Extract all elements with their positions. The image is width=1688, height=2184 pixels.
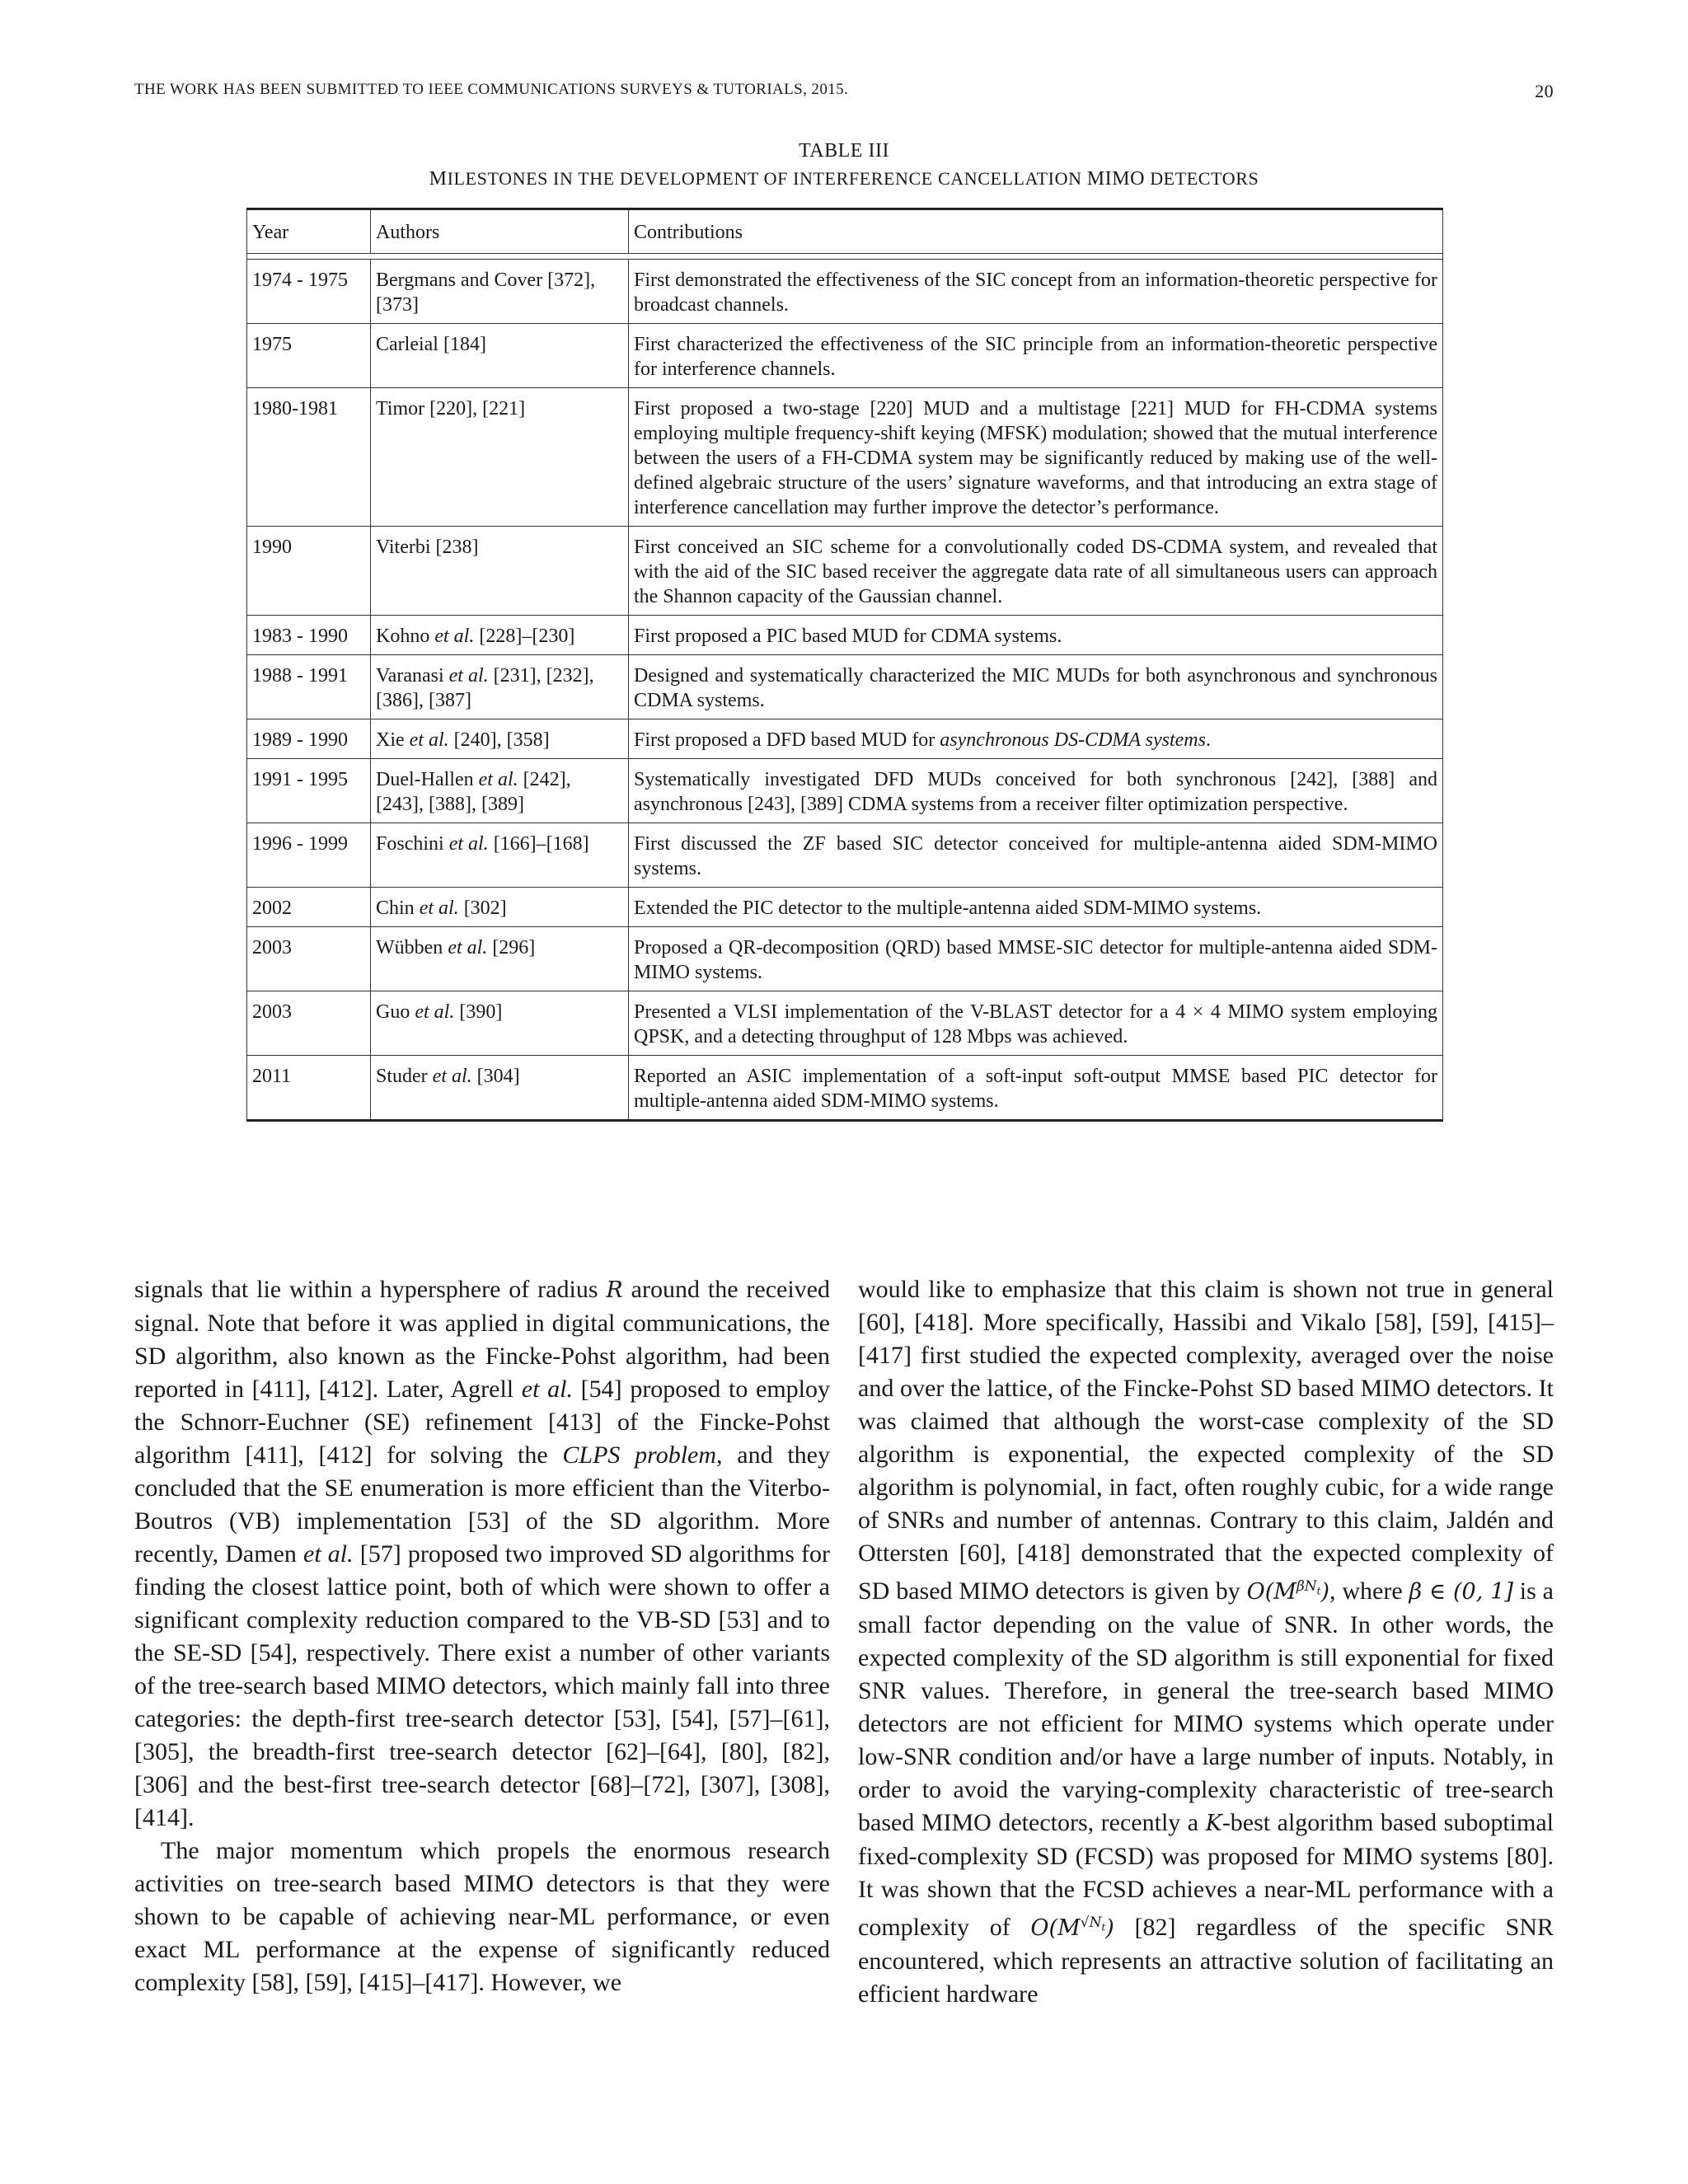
table-row (247, 260, 1443, 324)
cell-authors: Varanasi et al. [231], [232], [386], [387] (371, 655, 629, 719)
header-contributions: Contributions (629, 209, 1443, 254)
cell-contribution: First demonstrated the effectiveness of the SIC concept from an information-theoretic perspective for broadcast channels. (629, 260, 1443, 324)
cell-contribution: Presented a VLSI implementation of the V-BLAST detector for a 4 × 4 MIMO system employing QPSK, and a detecting throughput of 128 Mbps was achieved. (629, 991, 1443, 1056)
header-authors: Authors (371, 209, 629, 254)
right-paragraph-1: would like to emphasize that this claim is shown not true in general [60], [418]. More specifically, Hassibi and Vikalo [58], [59], [415]–[417] first studied the expected complexity, averaged over the noise and over the lattice, of the Fincke-Pohst SD based MIMO detectors. It was claimed that although the worst-case complexity of the SD algorithm is exponential, the expected complexity of the SD algorithm is polynomial, in fact, often roughly cubic, for a wide range of SNRs and number of antennas. Contrary to this claim, Jaldén and Ottersten [60], [418] demonstrated that the expected complexity of SD based MIMO detectors is given by $O(M^{\beta N_t})$, where β ∈ (0, 1] is a small factor depending on the value of SNR. In other words, the expected complexity of the SD algorithm is still exponential for fixed SNR values. Therefore, in general the tree-search based MIMO detectors are not efficient for MIMO systems which operate under low-SNR condition and/or have a large number of inputs. Notably, in order to avoid the varying-complexity characteristic of tree-search based MIMO detectors, recently a K-best algorithm based suboptimal fixed-complexity SD (FCSD) was proposed for MIMO systems [80]. It was shown that the FCSD achieves a near-ML performance with a complexity of $O(M^{√N_t})$ [82] regardless of the specific SNR encountered, which represents an attractive solution of facilitating an efficient hardware (858, 1276, 1554, 2008)
header-rule (247, 254, 1443, 260)
cell-contribution: Reported an ASIC implementation of a soft-input soft-output MMSE based PIC detector for multiple-antenna aided SDM-MIMO systems. (629, 1056, 1443, 1121)
cell-authors: Wübben et al. [296] (371, 927, 629, 991)
table-row (247, 1056, 1443, 1121)
milestones-table (246, 208, 1443, 1122)
cell-authors: Foschini et al. [166]–[168] (371, 823, 629, 888)
cell-year: 1974 - 1975 (247, 260, 371, 324)
cell-year: 1990 (247, 527, 371, 616)
table-header-row (247, 209, 1443, 254)
cell-authors: Viterbi [238] (371, 527, 629, 616)
table-row (247, 324, 1443, 388)
cell-contribution: First proposed a two-stage [220] MUD and a multistage [221] MUD for FH-CDMA systems employing multiple frequency-shift keying (MFSK) modulation; showed that the mutual interference between the users of a FH-CDMA system may be significantly reduced by making use of the well-defined algebraic structure of the users’ signature waveforms, and that introducing an extra stage of interference cancellation may further improve the detector’s performance. (629, 388, 1443, 527)
cell-year: 1989 - 1990 (247, 719, 371, 759)
cell-contribution: Systematically investigated DFD MUDs conceived for both synchronous [242], [388] and asynchronous [243], [389] CDMA systems from a receiver filter optimization perspective. (629, 759, 1443, 823)
header-year: Year (247, 209, 371, 254)
cell-year: 1975 (247, 324, 371, 388)
table-body (247, 260, 1443, 1121)
left-paragraph-2: The major momentum which propels the enormous research activities on tree-search based MIMO detectors is that they were shown to be capable of achieving near-ML performance, or even exact ML performance at the expense of significantly reduced complexity [58], [59], [415]–[417]. However, we (134, 1837, 830, 1996)
cell-contribution: Proposed a QR-decomposition (QRD) based MMSE-SIC detector for multiple-antenna aided SDM-MIMO systems. (629, 927, 1443, 991)
table-row (247, 719, 1443, 759)
table-row (247, 823, 1443, 888)
cell-year: 1980-1981 (247, 388, 371, 527)
right-column (858, 1273, 1554, 2011)
cell-year: 1991 - 1995 (247, 759, 371, 823)
table-row (247, 388, 1443, 527)
table-label: TABLE III (799, 140, 889, 162)
cell-contribution: Designed and systematically characterized the MIC MUDs for both asynchronous and synchronous CDMA systems. (629, 655, 1443, 719)
cell-authors: Timor [220], [221] (371, 388, 629, 527)
cell-contribution: First proposed a DFD based MUD for asynchronous DS-CDMA systems. (629, 719, 1443, 759)
cell-year: 1983 - 1990 (247, 616, 371, 655)
cell-authors: Studer et al. [304] (371, 1056, 629, 1121)
cell-contribution: Extended the PIC detector to the multiple-antenna aided SDM-MIMO systems. (629, 888, 1443, 927)
cell-authors: Duel-Hallen et al. [242], [243], [388], [389] (371, 759, 629, 823)
table-row (247, 655, 1443, 719)
running-header (134, 81, 1554, 104)
table-row (247, 888, 1443, 927)
cell-authors: Xie et al. [240], [358] (371, 719, 629, 759)
left-column (134, 1273, 830, 1999)
cell-year: 2011 (247, 1056, 371, 1121)
cell-year: 1996 - 1999 (247, 823, 371, 888)
cell-contribution: First characterized the effectiveness of the SIC principle from an information-theoretic perspective for interference channels. (629, 324, 1443, 388)
cell-contribution: First conceived an SIC scheme for a convolutionally coded DS-CDMA system, and revealed that with the aid of the SIC based receiver the aggregate data rate of all simultaneous users can approach the Shannon capacity of the Gaussian channel. (629, 527, 1443, 616)
cell-year: 2002 (247, 888, 371, 927)
cell-year: 2003 (247, 927, 371, 991)
cell-authors: Guo et al. [390] (371, 991, 629, 1056)
cell-year: 2003 (247, 991, 371, 1056)
cell-contribution: First discussed the ZF based SIC detector conceived for multiple-antenna aided SDM-MIMO systems. (629, 823, 1443, 888)
cell-year: 1988 - 1991 (247, 655, 371, 719)
table-row (247, 927, 1443, 991)
cell-authors: Kohno et al. [228]–[230] (371, 616, 629, 655)
caption-text: MILESTONES IN THE DEVELOPMENT OF INTERFERENCE CANCELLATION MIMO DETECTORS (429, 168, 1259, 190)
cell-authors: Chin et al. [302] (371, 888, 629, 927)
page-number: 20 (1535, 81, 1554, 101)
cell-authors: Carleial [184] (371, 324, 629, 388)
journal-running-title: THE WORK HAS BEEN SUBMITTED TO IEEE COMMUNICATIONS SURVEYS & TUTORIALS, 2015. (134, 81, 849, 98)
left-paragraph-1: signals that lie within a hypersphere of radius R around the received signal. Note that before it was applied in digital communications, the SD algorithm, also known as the Fincke-Pohst algorithm, had been reported in [411], [412]. Later, Agrell et al. [54] proposed to employ the Schnorr-Euchner (SE) refinement [413] of the Fincke-Pohst algorithm [411], [412] for solving the CLPS problem, and they concluded that the SE enumeration is more efficient than the Viterbo-Boutros (VB) implementation [53] of the SD algorithm. More recently, Damen et al. [57] proposed two improved SD algorithms for finding the closest lattice point, both of which were shown to offer a significant complexity reduction compared to the VB-SD [53] and to the SE-SD [54], respectively. There exist a number of other variants of the tree-search based MIMO detectors, which mainly fall into three categories: the depth-first tree-search detector [53], [54], [57]–[61], [305], the breadth-first tree-search detector [62]–[64], [80], [82], [306] and the best-first tree-search detector [68]–[72], [307], [308], [414]. (134, 1276, 830, 1831)
cell-contribution: First proposed a PIC based MUD for CDMA systems. (629, 616, 1443, 655)
table-row (247, 527, 1443, 616)
table-row (247, 991, 1443, 1056)
table-row (247, 759, 1443, 823)
table-row (247, 616, 1443, 655)
cell-authors: Bergmans and Cover [372], [373] (371, 260, 629, 324)
table-caption (0, 168, 1688, 190)
